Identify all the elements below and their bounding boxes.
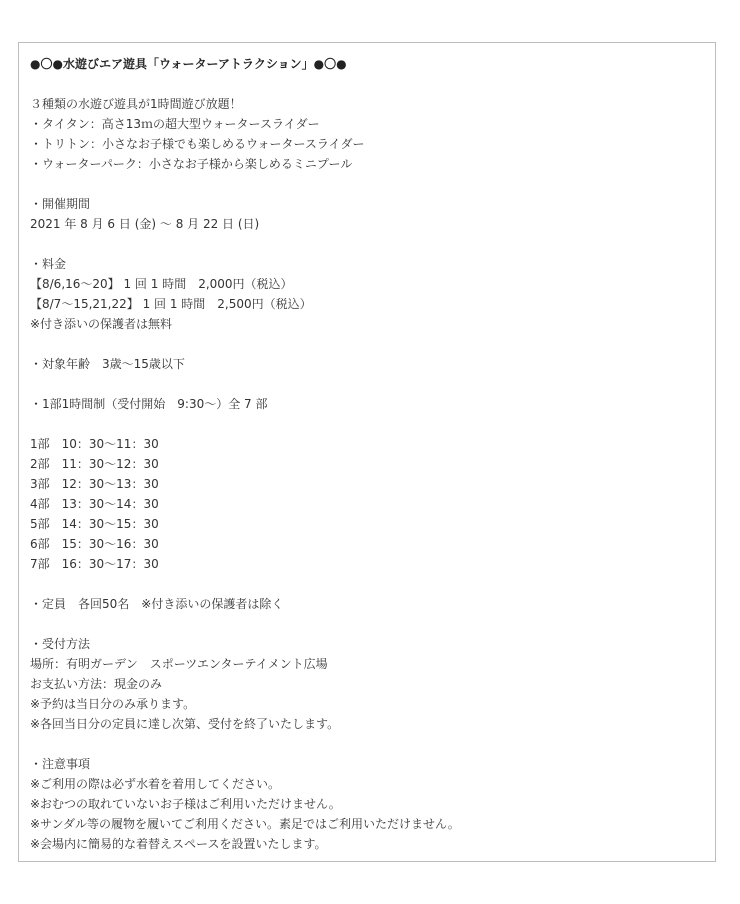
text-line — [30, 74, 715, 94]
text-line: ・注意事項 — [30, 757, 91, 771]
text-line — [30, 574, 715, 594]
text-line: ・受付方法 — [30, 637, 91, 651]
text-line: 3部 12：30〜13：30 — [30, 477, 159, 491]
text-line: ・ウォーターパーク：小さなお子様から楽しめるミニプール — [30, 157, 353, 171]
text-line: ・1部1時間制（受付開始 9:30〜）全 7 部 — [30, 397, 268, 411]
text-line — [30, 374, 715, 394]
text-line: ・タイタン：高さ13ｍの超大型ウォータースライダー — [30, 117, 320, 131]
text-line: 7部 16：30〜17：30 — [30, 557, 159, 571]
event-title: ●〇●水遊びエア遊具「ウォーターアトラクション」●〇● — [30, 57, 347, 71]
text-line: ※ご利用の際は必ず水着を着用してください。 — [30, 777, 281, 791]
text-line: ・開催期間 — [30, 197, 91, 211]
text-line — [30, 334, 715, 354]
text-line: ※各回当日分の定員に達し次第、受付を終了いたします。 — [30, 717, 340, 731]
text-line — [30, 174, 715, 194]
text-line: ※サンダル等の履物を履いてご利用ください。素足ではご利用いただけません。 — [30, 817, 460, 831]
text-line: 【8/7〜15,21,22】 1 回 1 時間 2,500円（税込） — [30, 297, 312, 311]
text-line: ・料金 — [30, 257, 67, 271]
text-line: 4部 13：30〜14：30 — [30, 497, 159, 511]
text-line: 【8/6,16〜20】 1 回 1 時間 2,000円（税込） — [30, 277, 293, 291]
text-line — [30, 414, 715, 434]
text-line: ※おむつの取れていないお子様はご利用いただけません。 — [30, 797, 341, 811]
text-line: ・定員 各回50名 ※付き添いの保護者は除く — [30, 597, 284, 611]
text-line — [30, 734, 715, 754]
text-line: 1部 10：30〜11：30 — [30, 437, 159, 451]
text-line: ※会場内に簡易的な着替えスペースを設置いたします。 — [30, 837, 327, 851]
text-line — [30, 234, 715, 254]
text-line: ※付き添いの保護者は無料 — [30, 317, 173, 331]
text-line: 2021 年 8 月 6 日 (金) 〜 8 月 22 日 (日) — [30, 217, 260, 231]
text-line: ・対象年齢 3歳〜15歳以下 — [30, 357, 185, 371]
text-line — [30, 614, 715, 634]
text-line: ・トリトン：小さなお子様でも楽しめるウォータースライダー — [30, 137, 365, 151]
event-details — [30, 74, 715, 854]
text-line: 6部 15：30〜16：30 — [30, 537, 159, 551]
event-info-panel — [18, 42, 716, 862]
text-line: ※予約は当日分のみ承ります。 — [30, 697, 196, 711]
text-line: ３種類の水遊び遊具が1時間遊び放題！ — [30, 97, 242, 111]
text-line: 2部 11：30〜12：30 — [30, 457, 159, 471]
text-line: 5部 14：30〜15：30 — [30, 517, 159, 531]
text-line: 場所：有明ガーデン スポーツエンターテイメント広場 — [30, 657, 328, 671]
text-line: お支払い方法：現金のみ — [30, 677, 163, 691]
